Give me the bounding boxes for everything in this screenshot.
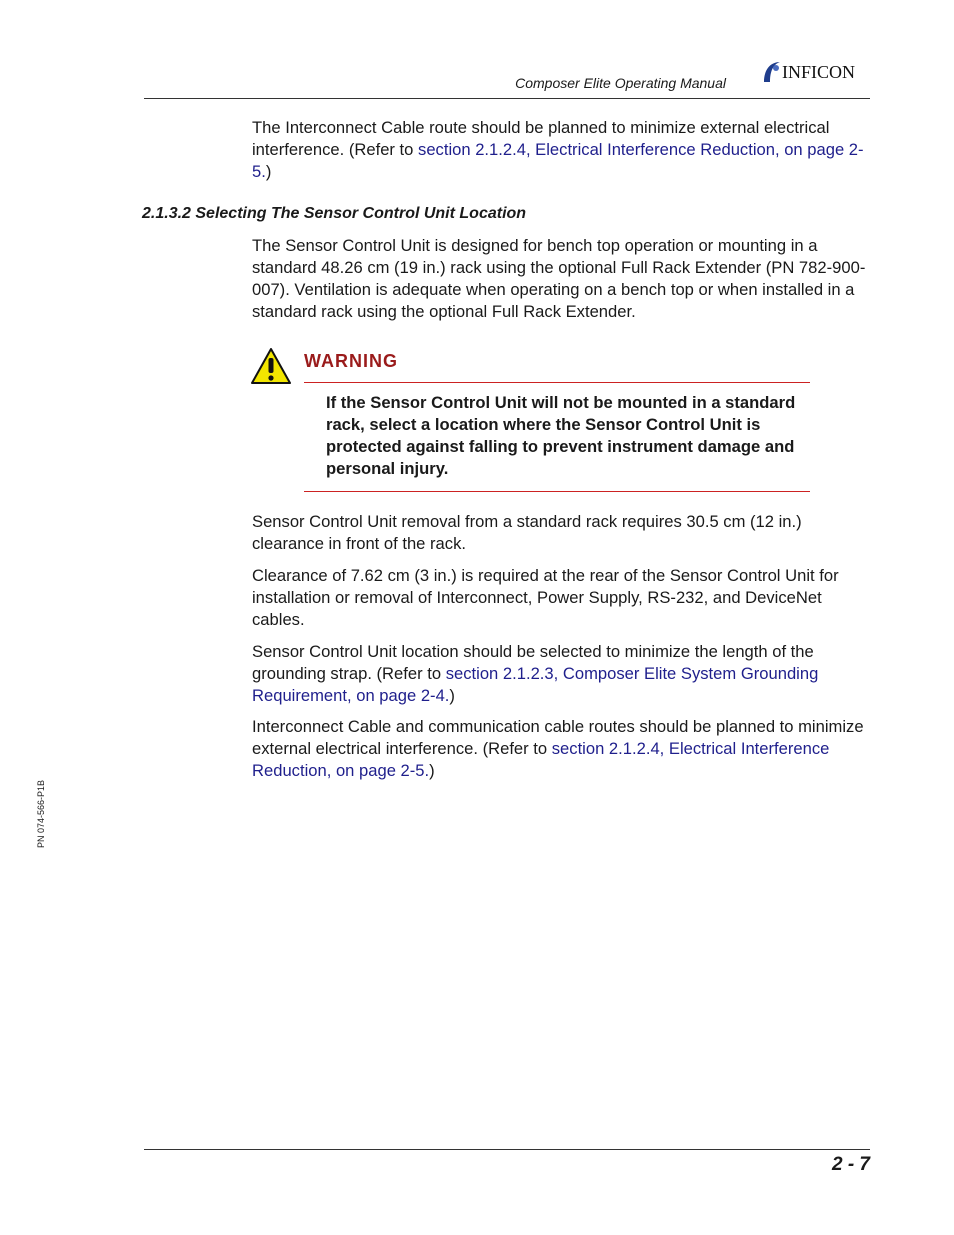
warning-text: If the Sensor Control Unit will not be mounted in a standard rack, select a location where the Sensor Control Unit is protected against falling to prevent instrument damage and personal injury. xyxy=(326,393,796,478)
warning-triangle-icon xyxy=(250,347,292,385)
p1-text: The Interconnect Cable route should be planned to minimize external electrical interference. (Refer to xyxy=(252,118,830,159)
paragraph-bench-top: The Sensor Control Unit is designed for bench top operation or mounting in a standard 48.26 cm (19 in.) rack using the optional Full Rack Extender (PN 782-900-007). Ventilation is adequate when operating on a bench top or when installed in a standard rack using the optional Full Rack Extender. xyxy=(252,236,866,321)
page-number: 2 - 7 xyxy=(831,1154,870,1175)
header-rule xyxy=(144,98,870,99)
warning-bottom-rule xyxy=(304,491,810,492)
header-title: Composer Elite Operating Manual xyxy=(515,75,726,91)
paragraph-interconnect-route xyxy=(252,117,872,183)
part-number: PN 074-566-P1B xyxy=(36,779,46,848)
warning-label: WARNING xyxy=(304,351,398,371)
section-heading: 2.1.3.2 Selecting The Sensor Control Unit Location xyxy=(142,205,527,222)
paragraph-grounding xyxy=(252,641,872,707)
p6-tail: ) xyxy=(429,761,435,780)
p6-link[interactable]: section 2.1.2.4, Electrical Interference Reduction, on page 2-5. xyxy=(252,739,830,780)
warning-top-rule xyxy=(304,382,810,383)
paragraph-cable-routes xyxy=(252,716,872,782)
p1-tail: ) xyxy=(265,162,272,181)
logo-text: INFICON xyxy=(782,62,856,82)
p5-link[interactable]: section 2.1.2.3, Composer Elite System Grounding Requirement, on page 2-4. xyxy=(252,664,819,705)
footer-rule xyxy=(144,1149,870,1150)
inficon-swoosh-icon xyxy=(760,60,782,84)
inficon-logo xyxy=(760,60,872,84)
p5-tail: ) xyxy=(449,686,455,705)
p1-link[interactable]: section 2.1.2.4, Electrical Interference Reduction, on page 2-5. xyxy=(252,140,864,181)
paragraph-rack-removal: Sensor Control Unit removal from a standard rack requires 30.5 cm (12 in.) clearance in front of the rack. xyxy=(252,512,802,553)
p6-text: Interconnect Cable and communication cable routes should be planned to minimize external electrical interference. (Refer to xyxy=(252,717,864,758)
p5-text: Sensor Control Unit location should be selected to minimize the length of the grounding strap. (Refer to xyxy=(252,642,814,683)
paragraph-rear-clearance: Clearance of 7.62 cm (3 in.) is required at the rear of the Sensor Control Unit for installation or removal of Interconnect, Power Supply, RS-232, and DeviceNet cables. xyxy=(252,566,839,629)
